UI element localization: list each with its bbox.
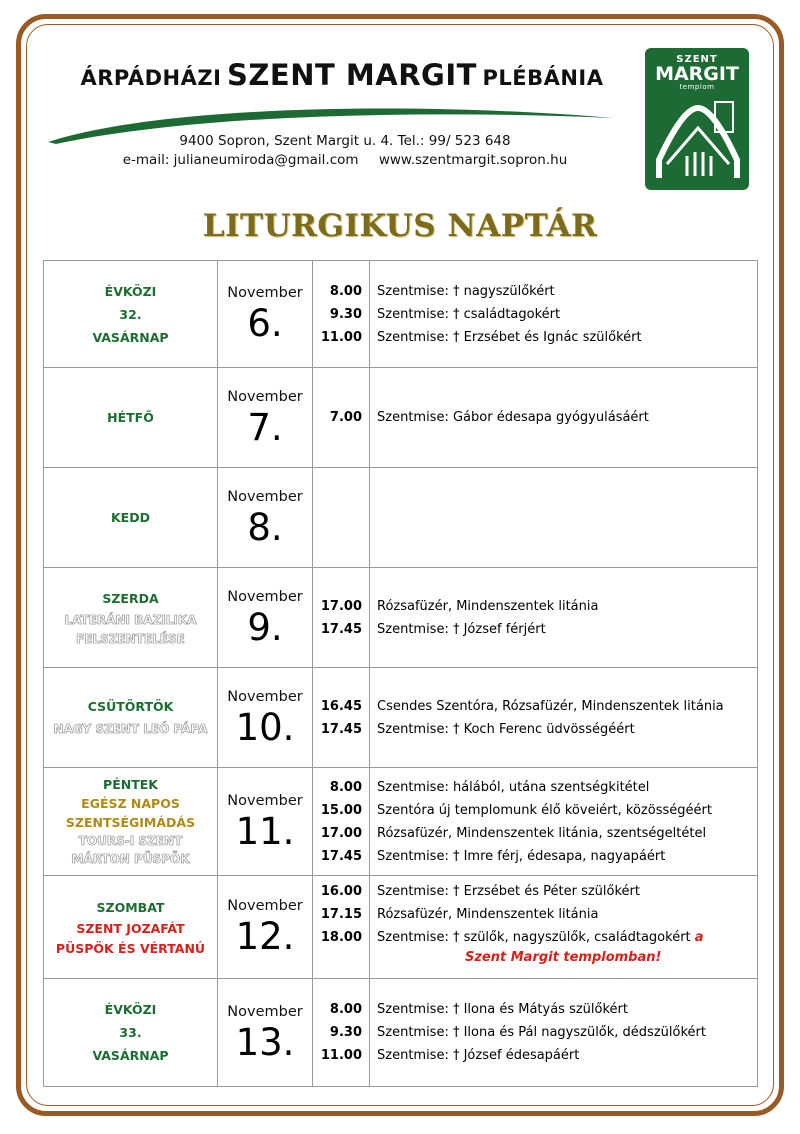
logo-line1: SZENT: [676, 54, 718, 65]
day-cell: [44, 261, 218, 368]
day-label: 33.: [119, 1025, 142, 1040]
day-label: SZERDA: [102, 591, 159, 606]
event-text-with-note: [377, 926, 757, 949]
parish-logo: [645, 48, 749, 190]
table-row: [44, 368, 758, 468]
date-cell: [218, 768, 313, 876]
feast-label: MÁRTON PÜSPÖK: [71, 852, 190, 866]
day-label: 32.: [119, 306, 142, 322]
feast-label: FELSZENTELÉSE: [76, 632, 185, 646]
table-row: [44, 668, 758, 768]
time-label: 16.45: [320, 698, 362, 714]
event-cell: [370, 568, 758, 668]
date-cell: [218, 261, 313, 368]
day-label: HÉTFŐ: [107, 410, 154, 425]
email-text: e-mail: julianeumiroda@gmail.com: [122, 152, 359, 168]
event-text: Szentmise: † Koch Ferenc üdvösségéért: [377, 721, 635, 737]
date-cell: [218, 979, 313, 1087]
day-cell: [44, 876, 218, 979]
month-label: November: [227, 388, 303, 405]
day-number: 6.: [247, 302, 283, 345]
month-label: November: [227, 488, 303, 505]
day-cell: [44, 768, 218, 876]
adoration-label: EGÉSZ NAPOS: [81, 796, 180, 811]
feast-label: TOURS-I SZENT: [78, 834, 183, 848]
event-note: a: [694, 930, 704, 945]
time-cell: [313, 768, 370, 876]
day-cell: [44, 568, 218, 668]
date-cell: [218, 568, 313, 668]
event-text: Rózsafüzér, Mindenszentek litánia: [377, 598, 599, 614]
time-cell: [313, 668, 370, 768]
time-label: 11.00: [320, 329, 362, 345]
time-label: 17.15: [320, 907, 362, 922]
month-label: November: [227, 792, 303, 809]
parish-name: [72, 58, 612, 92]
event-text: Csendes Szentóra, Rózsafüzér, Mindenszentek litánia: [377, 698, 724, 714]
time-label: 8.00: [329, 1002, 362, 1017]
website-link[interactable]: www.szentmargit.sopron.hu: [378, 152, 568, 168]
event-text: Szentmise: † Erzsébet és Péter szülőkért: [377, 884, 640, 899]
event-text: Szentmise: † József férjért: [377, 621, 546, 637]
table-row: [44, 768, 758, 876]
time-label: 17.45: [320, 621, 362, 637]
time-label: 11.00: [320, 1048, 362, 1063]
day-label: VASÁRNAP: [92, 1048, 169, 1063]
logo-line3: templom: [679, 83, 715, 91]
event-cell: [370, 368, 758, 468]
event-note: Szent Margit templomban!: [465, 950, 662, 965]
day-cell: [44, 668, 218, 768]
month-label: November: [227, 588, 303, 605]
event-cell: [370, 876, 758, 979]
event-text: Szentmise: † József édesapáért: [377, 1048, 580, 1063]
event-text: Szentóra új templomunk élő köveiért, közösségéért: [377, 802, 712, 818]
church-icon: [653, 98, 743, 186]
parish-prefix: ÁRPÁDHÁZI: [80, 66, 222, 90]
time-cell: [313, 876, 370, 979]
event-text: Szentmise: † Erzsébet és Ignác szülőkért: [377, 329, 642, 345]
event-text: Szentmise: † Ilona és Pál nagyszülők, dédszülőkért: [377, 1025, 706, 1040]
date-cell: [218, 368, 313, 468]
month-label: November: [227, 688, 303, 705]
time-label: 17.45: [320, 721, 362, 737]
feast-label: NAGY SZENT LEÓ PÁPA: [53, 721, 208, 736]
day-label: SZOMBAT: [96, 899, 165, 915]
event-cell: [370, 468, 758, 568]
day-cell: [44, 979, 218, 1087]
adoration-label: SZENTSÉGIMÁDÁS: [65, 815, 196, 830]
contact-line: [110, 152, 580, 168]
event-cell: [370, 979, 758, 1087]
parish-main: SZENT MARGIT: [227, 58, 477, 92]
event-text: Szentmise: † családtagokért: [377, 306, 561, 322]
month-label: November: [227, 898, 303, 914]
time-cell: [313, 568, 370, 668]
table-row: [44, 261, 758, 368]
parish-suffix: PLÉBÁNIA: [482, 66, 604, 90]
calendar-table: [43, 260, 758, 1087]
day-cell: [44, 368, 218, 468]
time-label: 17.00: [320, 825, 362, 841]
day-number: 13.: [235, 1020, 295, 1064]
day-label: ÉVKÖZI: [104, 1002, 157, 1017]
time-cell: [313, 261, 370, 368]
day-label: ÉVKÖZI: [104, 283, 157, 299]
month-label: November: [227, 1003, 303, 1020]
day-number: 8.: [247, 505, 283, 549]
table-row: [44, 568, 758, 668]
time-label: 16.00: [320, 884, 362, 899]
event-text: Rózsafüzér, Mindenszentek litánia: [377, 907, 599, 922]
feast-label: SZENT JOZAFÁT: [76, 920, 185, 936]
day-cell: [44, 468, 218, 568]
time-label: 9.30: [329, 1025, 362, 1040]
event-text: Szentmise: † szülők, nagyszülők, családtagokért: [377, 930, 691, 945]
day-number: 10.: [235, 705, 295, 749]
table-row: [44, 468, 758, 568]
time-label: 8.00: [329, 283, 362, 299]
event-text: Szentmise: † nagyszülőkért: [377, 283, 555, 299]
day-label: PÉNTEK: [103, 777, 158, 792]
time-label: 7.00: [329, 410, 362, 425]
calendar-title: LITURGIKUS NAPTÁR: [202, 208, 598, 244]
day-number: 11.: [235, 809, 295, 853]
time-label: 17.45: [320, 848, 362, 864]
event-text: Szentmise: hálából, utána szentségkitétel: [377, 779, 650, 795]
feast-label: PÜSPÖK ÉS VÉRTANÚ: [55, 940, 206, 956]
event-text: Szentmise: Gábor édesapa gyógyulásáért: [377, 410, 649, 425]
day-label: KEDD: [111, 510, 150, 525]
day-label: CSÜTÖRTÖK: [87, 698, 174, 714]
event-text: Szentmise: † Ilona és Mátyás szülőkért: [377, 1002, 628, 1017]
time-label: 15.00: [320, 802, 362, 818]
date-cell: [218, 876, 313, 979]
date-cell: [218, 668, 313, 768]
time-label: 8.00: [329, 779, 362, 795]
time-cell: [313, 979, 370, 1087]
event-cell: [370, 261, 758, 368]
table-row: [44, 876, 758, 979]
time-label: 9.30: [329, 306, 362, 322]
time-cell: [313, 468, 370, 568]
month-label: November: [227, 285, 303, 301]
feast-label: LATERÁNI BAZILIKA: [64, 613, 197, 627]
day-number: 7.: [247, 405, 283, 449]
logo-line2: MARGIT: [655, 63, 739, 85]
date-cell: [218, 468, 313, 568]
time-label: 17.00: [320, 598, 362, 614]
day-number: 12.: [235, 915, 295, 958]
event-text: Rózsafüzér, Mindenszentek litánia, szentségeltétel: [377, 825, 707, 841]
event-cell: [370, 668, 758, 768]
event-cell: [370, 768, 758, 876]
address-line: 9400 Sopron, Szent Margit u. 4. Tel.: 99/ 523 648: [179, 133, 511, 149]
table-row: [44, 979, 758, 1087]
time-cell: [313, 368, 370, 468]
event-text: Szentmise: † Imre férj, édesapa, nagyapáért: [377, 848, 666, 864]
day-label: VASÁRNAP: [92, 329, 169, 345]
time-label: 18.00: [320, 930, 362, 945]
day-number: 9.: [247, 605, 283, 649]
